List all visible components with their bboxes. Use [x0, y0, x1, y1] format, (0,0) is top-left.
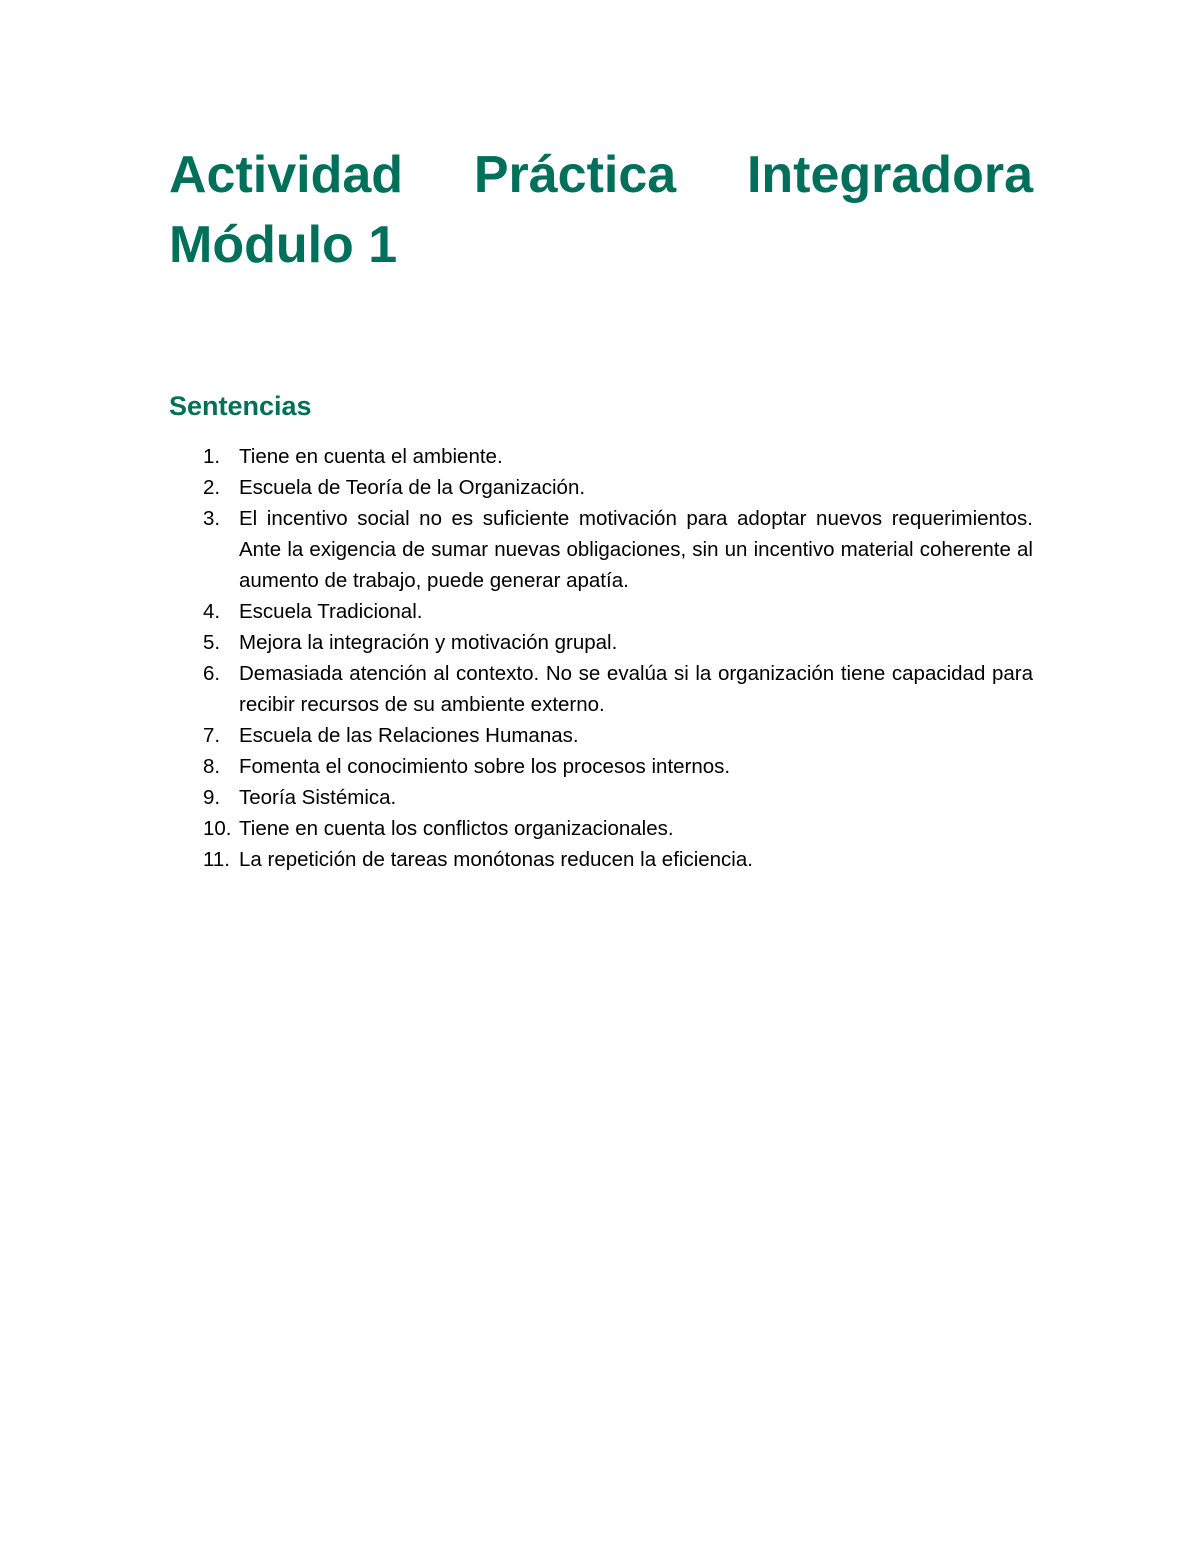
list-item-text: Escuela de las Relaciones Humanas. — [239, 724, 579, 747]
list-item — [169, 658, 1033, 720]
list-item-text: La repetición de tareas monótonas reducen la eficiencia. — [239, 848, 753, 871]
list-item-text: Escuela de Teoría de la Organización. — [239, 476, 586, 499]
list-item — [169, 472, 1033, 503]
title-line-2: Módulo 1 — [169, 216, 398, 274]
list-item-number: 8. — [203, 755, 221, 778]
list-item-text: El incentivo social no es suficiente motivación para adoptar nuevos requerimientos. Ante la exigencia de sumar nuevas obligaciones, sin un incentivo material coherente al aumento de trabajo, puede generar apatía. — [239, 507, 1033, 592]
list-item-text: Tiene en cuenta los conflictos organizacionales. — [239, 817, 674, 840]
list-item-number: 3. — [203, 507, 221, 530]
document-title — [169, 140, 1033, 280]
title-word-practica: Práctica — [473, 146, 677, 204]
list-item — [169, 813, 1033, 844]
list-item-number: 1. — [203, 445, 221, 468]
list-item-number: 9. — [203, 786, 221, 809]
list-item-text: Tiene en cuenta el ambiente. — [239, 445, 503, 468]
title-word-integradora: Integradora — [746, 146, 1033, 204]
list-item — [169, 441, 1033, 472]
list-item — [169, 751, 1033, 782]
list-item-text: Demasiada atención al contexto. No se evalúa si la organización tiene capacidad para recibir recursos de su ambiente externo. — [239, 662, 1033, 716]
list-item — [169, 782, 1033, 813]
list-item — [169, 503, 1033, 596]
list-item-text: Mejora la integración y motivación grupal. — [239, 631, 618, 654]
list-item-number: 6. — [203, 662, 221, 685]
list-item-number: 10. — [203, 817, 232, 840]
list-item-text: Escuela Tradicional. — [239, 600, 423, 623]
list-item-number: 4. — [203, 600, 221, 623]
list-item-text: Fomenta el conocimiento sobre los procesos internos. — [239, 755, 731, 778]
list-item-number: 5. — [203, 631, 221, 654]
list-item-number: 7. — [203, 724, 221, 747]
list-item — [169, 596, 1033, 627]
list-item-number: 2. — [203, 476, 221, 499]
title-word-actividad: Actividad — [169, 146, 404, 204]
section-heading: Sentencias — [169, 391, 312, 421]
list-item-text: Teoría Sistémica. — [239, 786, 397, 809]
list-item — [169, 720, 1033, 751]
title-line-1 — [169, 140, 1033, 210]
sentences-list — [169, 441, 1033, 875]
list-item — [169, 844, 1033, 875]
list-item-number: 11. — [203, 848, 230, 871]
list-item — [169, 627, 1033, 658]
